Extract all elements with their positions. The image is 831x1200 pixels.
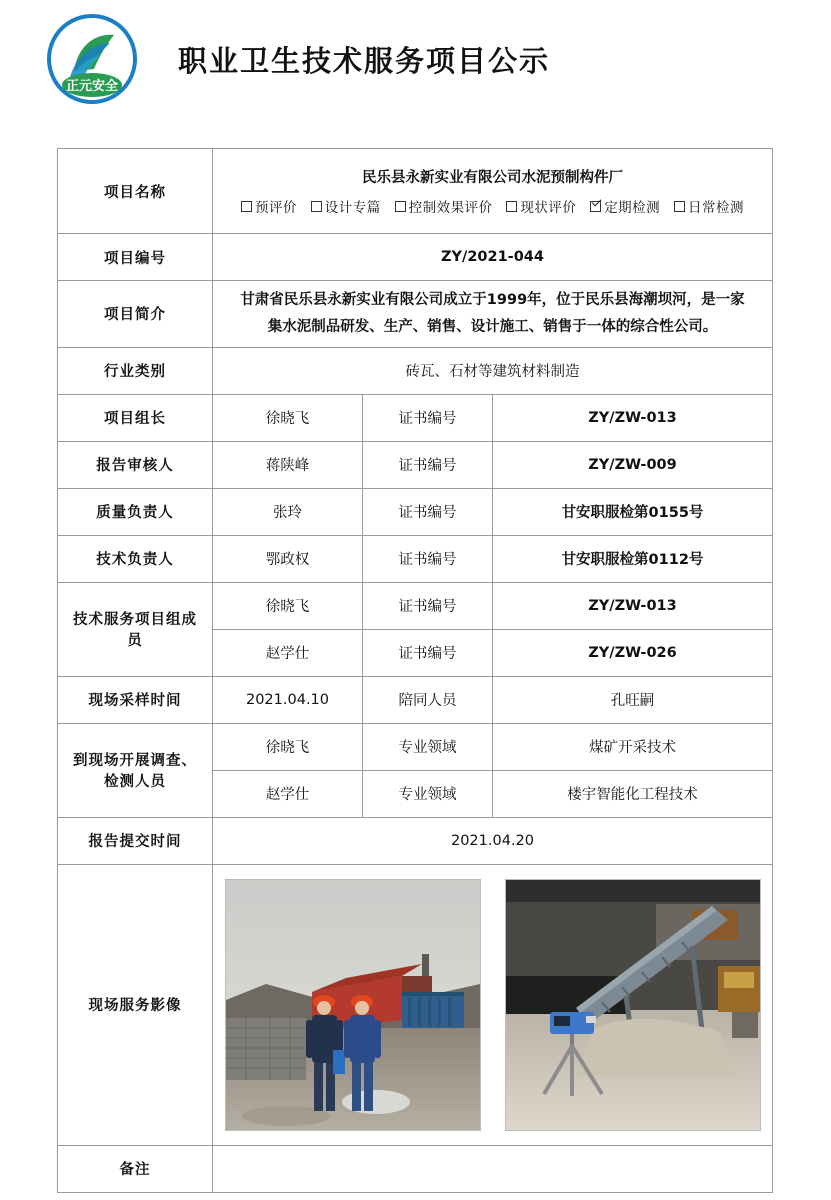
table-row-report-reviewer bbox=[58, 441, 773, 488]
label-specialty-1: 专业领域 bbox=[363, 723, 493, 770]
label-specialty-2: 专业领域 bbox=[363, 770, 493, 817]
svg-text:正元安全: 正元安全 bbox=[65, 79, 119, 94]
checkbox-icon[interactable] bbox=[311, 201, 322, 212]
label-project-intro: 项目简介 bbox=[58, 281, 213, 348]
table-row-project-name bbox=[58, 149, 773, 234]
project-intro-line-2: 集水泥制品研发、生产、销售、设计施工、销售于一体的综合性公司。 bbox=[267, 318, 718, 335]
table-row-submit-time bbox=[58, 817, 773, 864]
value-member-2-cert: ZY/ZW-026 bbox=[493, 629, 773, 676]
label-tech-manager: 技术负责人 bbox=[58, 535, 213, 582]
label-member-1-cert: 证书编号 bbox=[363, 582, 493, 629]
option-periodic-testing[interactable] bbox=[590, 196, 660, 216]
table-row-site-personnel-1 bbox=[58, 723, 773, 770]
label-project-no: 项目编号 bbox=[58, 234, 213, 281]
value-cert-no-4: 甘安职服检第0112号 bbox=[493, 535, 773, 582]
table-row-sampling bbox=[58, 676, 773, 723]
table-row-project-no bbox=[58, 234, 773, 281]
project-name-value: 民乐县永新实业有限公司水泥预制构件厂 bbox=[362, 170, 623, 186]
value-specialty-2: 楼宇智能化工程技术 bbox=[493, 770, 773, 817]
checkbox-icon[interactable] bbox=[395, 201, 406, 212]
value-cert-no-2: ZY/ZW-009 bbox=[493, 441, 773, 488]
label-member-2-cert: 证书编号 bbox=[363, 629, 493, 676]
checkbox-icon[interactable] bbox=[674, 201, 685, 212]
value-member-1-name: 徐晓飞 bbox=[213, 582, 363, 629]
value-quality-manager-name: 张玲 bbox=[213, 488, 363, 535]
page-title: 职业卫生技术服务项目公示 bbox=[178, 43, 551, 78]
table-row-site-photos bbox=[58, 864, 773, 1145]
value-project-no: ZY/2021-044 bbox=[213, 234, 773, 281]
option-pre-evaluation[interactable] bbox=[241, 196, 297, 216]
table-row-quality-manager bbox=[58, 488, 773, 535]
value-project-intro bbox=[213, 281, 773, 348]
value-site-personnel-2-name: 赵学仕 bbox=[213, 770, 363, 817]
label-industry: 行业类别 bbox=[58, 347, 213, 394]
label-site-personnel: 到现场开展调查、检测人员 bbox=[58, 723, 213, 817]
checkbox-checked-icon[interactable] bbox=[590, 201, 601, 212]
site-photo-workers bbox=[225, 879, 481, 1131]
cell-site-photos bbox=[213, 864, 773, 1145]
label-project-name: 项目名称 bbox=[58, 149, 213, 234]
label-team-members: 技术服务项目组成员 bbox=[58, 582, 213, 676]
value-accompany-person: 孔旺嗣 bbox=[493, 676, 773, 723]
value-cert-no-1: ZY/ZW-013 bbox=[493, 394, 773, 441]
label-remark: 备注 bbox=[58, 1145, 213, 1192]
cell-project-name bbox=[213, 149, 773, 234]
option-design-chapter[interactable] bbox=[311, 196, 381, 216]
option-label: 设计专篇 bbox=[324, 200, 381, 216]
value-team-leader-name: 徐晓飞 bbox=[213, 394, 363, 441]
option-label: 定期检测 bbox=[604, 200, 661, 216]
option-label: 日常检测 bbox=[687, 200, 744, 216]
table-row-project-intro bbox=[58, 281, 773, 348]
label-team-leader: 项目组长 bbox=[58, 394, 213, 441]
project-intro-line-1: 甘肃省民乐县永新实业有限公司成立于1999年，位于民乐县海潮坝河，是一家 bbox=[240, 292, 745, 308]
site-photo-equipment bbox=[505, 879, 761, 1131]
value-cert-no-3: 甘安职服检第0155号 bbox=[493, 488, 773, 535]
value-tech-manager-name: 鄂政权 bbox=[213, 535, 363, 582]
value-sampling-time: 2021.04.10 bbox=[213, 676, 363, 723]
label-cert-no-2: 证书编号 bbox=[363, 441, 493, 488]
value-member-2-name: 赵学仕 bbox=[213, 629, 363, 676]
value-member-1-cert: ZY/ZW-013 bbox=[493, 582, 773, 629]
table-row-remark bbox=[58, 1145, 773, 1192]
checkbox-icon[interactable] bbox=[506, 201, 517, 212]
label-cert-no-1: 证书编号 bbox=[363, 394, 493, 441]
project-type-checkboxes[interactable] bbox=[221, 196, 764, 216]
label-quality-manager: 质量负责人 bbox=[58, 488, 213, 535]
option-label: 控制效果评价 bbox=[408, 200, 493, 216]
value-remark bbox=[213, 1145, 773, 1192]
value-submit-time: 2021.04.20 bbox=[213, 817, 773, 864]
value-industry: 砖瓦、石材等建筑材料制造 bbox=[213, 347, 773, 394]
label-accompany: 陪同人员 bbox=[363, 676, 493, 723]
option-label: 现状评价 bbox=[520, 200, 577, 216]
value-site-personnel-1-name: 徐晓飞 bbox=[213, 723, 363, 770]
document-header bbox=[0, 0, 831, 100]
zhengyuan-safety-logo bbox=[44, 11, 140, 107]
table-row-member-1 bbox=[58, 582, 773, 629]
option-status-evaluation[interactable] bbox=[506, 196, 576, 216]
label-report-reviewer: 报告审核人 bbox=[58, 441, 213, 488]
option-control-effect-evaluation[interactable] bbox=[395, 196, 493, 216]
option-label: 预评价 bbox=[255, 200, 297, 216]
table-row-industry bbox=[58, 347, 773, 394]
value-specialty-1: 煤矿开采技术 bbox=[493, 723, 773, 770]
checkbox-icon[interactable] bbox=[241, 201, 252, 212]
public-notice-table bbox=[57, 148, 772, 1193]
label-cert-no-3: 证书编号 bbox=[363, 488, 493, 535]
value-report-reviewer-name: 蒋陕峰 bbox=[213, 441, 363, 488]
label-site-photos: 现场服务影像 bbox=[58, 864, 213, 1145]
table-row-tech-manager bbox=[58, 535, 773, 582]
table-row-team-leader bbox=[58, 394, 773, 441]
label-submit-time: 报告提交时间 bbox=[58, 817, 213, 864]
option-daily-testing[interactable] bbox=[674, 196, 744, 216]
label-sampling-time: 现场采样时间 bbox=[58, 676, 213, 723]
label-cert-no-4: 证书编号 bbox=[363, 535, 493, 582]
